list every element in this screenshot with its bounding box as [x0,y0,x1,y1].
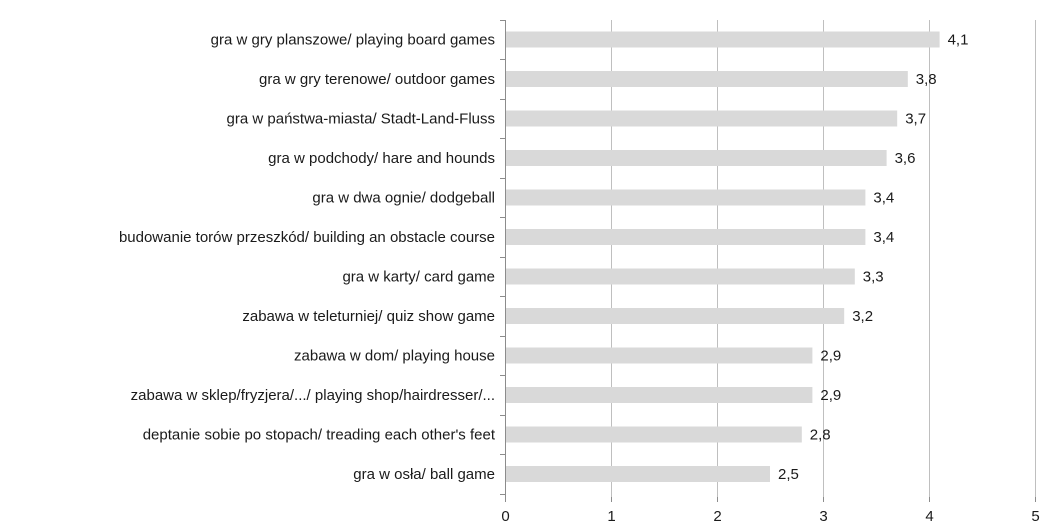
bar [506,427,802,443]
bar [506,466,770,482]
bars [506,32,940,483]
data-label: 2,8 [809,426,831,444]
category-label: gra w podchody/ hare and hounds [268,150,495,167]
bar [506,229,865,245]
data-label: 3,7 [905,110,927,128]
data-label: 2,5 [778,466,799,483]
x-tick-label: 3 [819,508,828,525]
data-label: 2,9 [820,347,842,365]
bar [506,111,897,127]
bar [506,269,855,285]
category-label: gra w gry terenowe/ outdoor games [259,71,495,88]
bar [506,387,812,403]
x-tick-label: 5 [1031,508,1040,525]
data-label: 3,4 [873,189,895,207]
x-tick-label: 1 [607,508,616,525]
category-label: gra w dwa ognie/ dodgeball [312,189,495,207]
data-label: 3,4 [873,229,895,246]
data-label: 3,2 [852,308,874,325]
category-label: gra w osła/ ball game [353,466,495,483]
data-label: 3,3 [862,268,884,286]
bar [506,71,908,87]
data-label: 4,1 [947,31,969,49]
category-label: gra w gry planszowe/ playing board games [210,31,495,49]
category-label: zabawa w sklep/fryzjera/.../ playing shop/hairdresser/... [130,387,495,404]
bar [506,308,844,324]
data-label: 3,8 [915,71,937,88]
gridlines [612,20,1036,497]
category-label: deptanie sobie po stopach/ treading each other's feet [142,426,495,444]
category-label: gra w karty/ card game [342,268,495,286]
bar [506,190,865,206]
category-label: budowanie torów przeszkód/ building an obstacle course [118,229,495,246]
bar [506,348,812,364]
category-label: zabawa w dom/ playing house [294,347,495,365]
data-label: 3,6 [894,150,916,167]
category-label: zabawa w teleturniej/ quiz show game [242,308,495,325]
bar [506,150,887,166]
x-tick-label: 0 [501,508,510,525]
bar [506,32,940,48]
x-tick-label: 2 [713,508,722,525]
x-tick-label: 4 [925,508,934,525]
data-label: 2,9 [820,387,842,404]
category-label: gra w państwa-miasta/ Stadt-Land-Fluss [226,110,495,128]
